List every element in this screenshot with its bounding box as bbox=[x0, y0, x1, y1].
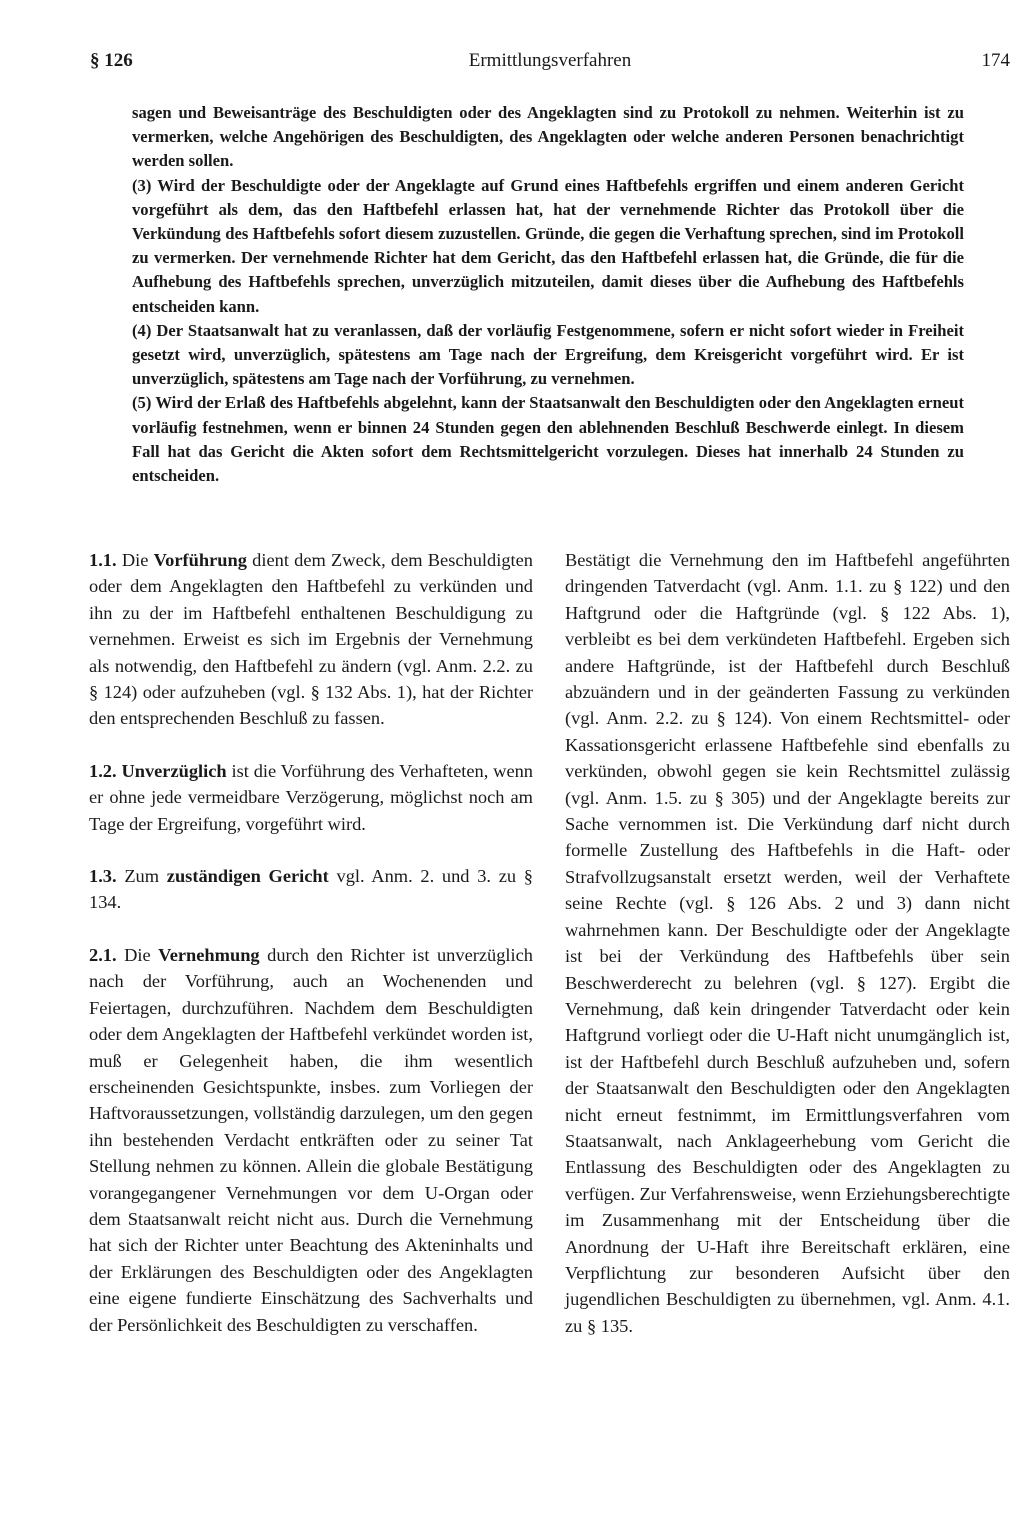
note-text: ist die Vorführung des Verhafteten, wenn er ohne jede vermeidbare Verzögerung, möglichst noch am Tage der Ergreifung, vorgeführt wird. bbox=[89, 760, 533, 834]
note-2-1-continued: Bestätigt die Vernehmung den im Haftbefehl angeführten dringenden Tatverdacht (vgl. Anm. 1.1. zu § 122) und den Haftgrund oder die Haftgründe (vgl. § 122 Abs. 1), verbleibt es bei dem verkündeten Haftbefehl. Ergeben sich andere Haftgründe, ist der Haftbefehl durch Beschluß abzuändern und in der geänderten Fassung zu verkünden (vgl. Anm. 2.2. zu § 124). Von einem Rechtsmittel- oder Kassationsgericht erlassene Haftbefehle sind ebenfalls zu verkünden, obwohl gegen sie kein Rechtsmittel zulässig (vgl. Anm. 1.5. zu § 305) und der Angeklagte bereits zur Sache vernommen ist. Die Verkündung darf nicht durch formelle Zustellung des Haftbefehls in die Haft- oder Strafvollzugsanstalt ersetzt werden, weil der Verhaftete seine Rechte (vgl. § 126 Abs. 2 und 3) dann nicht wahrnehmen kann. Der Beschuldigte oder der Angeklagte ist bei der Verkündung des Haftbefehls über sein Beschwerderecht zu belehren (vgl. § 127). Ergibt die Vernehmung, daß kein dringender Tatverdacht oder kein Haftgrund vorliegt oder die U-Haft nicht unumgänglich ist, ist der Haftbefehl durch Beschluß aufzuheben und, sofern der Staatsanwalt den Beschuldigten oder den Angeklagten nicht erneut festnimmt, im Ermittlungsverfahren vom Staatsanwalt, nach Anklageerhebung vom Gericht die Entlassung des Beschuldigten oder des Angeklagten zu verfügen. Zur Verfahrensweise, wenn Erziehungsberechtigte im Zusammenhang mit der Entscheidung über die Anordnung der U-Haft ihre Bereitschaft erklären, eine Verpflichtung zur besonderen Aufsicht über den jugendlichen Beschuldigten zu übernehmen, vgl. Anm. 4.1. zu § 135. bbox=[565, 550, 1010, 1336]
note-number: 1.1. bbox=[89, 550, 117, 570]
note-number: 2.1. bbox=[89, 944, 117, 965]
statute-text bbox=[132, 101, 964, 488]
commentary-right-column bbox=[565, 547, 1010, 1339]
statute-paragraph-4: (4) Der Staatsanwalt hat zu veranlassen, daß der vorläufig Festgenommene, sofern er nicht sofort wieder in Freiheit gesetzt wird, unverzüglich, spätestens am Tage nach der Ergreifung, dem Kreisgericht vorgeführt wird. Er ist unverzüglich, spätestens am Tage nach der Vorführung, zu vernehmen. bbox=[132, 320, 964, 389]
page-header bbox=[90, 50, 1010, 82]
statute-paragraph-3: (3) Wird der Beschuldigte oder der Angeklagte auf Grund eines Haftbefehls ergriffen und einem anderen Gericht vorgeführt als dem, das den Haftbefehl erlassen hat, hat der vernehmende Richter das Protokoll über die Verkündung des Haftbefehls sofort diesem zuzustellen. Gründe, die gegen die Verhaftung sprechen, sind im Protokoll zu vermerken. Der vernehmende Richter hat dem Gericht, das den Haftbefehl erlassen hat, die Gründe, die für die Aufhebung des Haftbefehls sprechen, unverzüglich mitzuteilen, damit dieses über die Aufhebung des Haftbefehls entscheiden kann. bbox=[132, 175, 964, 316]
note-text: vgl. Anm. 2. und 3. zu § 134. bbox=[89, 866, 534, 913]
statute-paragraph-continued: sagen und Beweisanträge des Beschuldigten oder des Angeklagten sind zu Protokoll zu nehmen. Weiterhin ist zu vermerken, welche Angehörigen des Beschuldigten, des Angeklagten oder welche anderen Personen benachrichtigt werden sollen. bbox=[132, 103, 964, 171]
note-1-3 bbox=[89, 863, 533, 916]
statute-paragraph-5: (5) Wird der Erlaß des Haftbefehls abgelehnt, kann der Staatsanwalt den Beschuldigten oder den Angeklagten erneut vorläufig festnehmen, wenn er binnen 24 Stunden gegen den ablehnenden Beschluß Beschwerde einlegt. In diesem Fall hat das Gericht die Akten sofort dem Rechtsmittelgericht vorzulegen. Dieses hat innerhalb 24 Stunden zu entscheiden. bbox=[132, 393, 964, 486]
note-text: durch den Richter ist unverzüglich nach der Vorführung, auch an Wochenenden und Feiertagen, durchzuführen. Nachdem dem Beschuldigten oder dem Angeklagten der Haftbefehl verkündet worden ist, muß er Gelegenheit haben, die ihm wesentlich erscheinenden Gesichtspunkte, insbes. zum Vorliegen der Haftvoraussetzungen, vollständig darzulegen, um den gegen ihn bestehenden Verdacht entkräften oder zu seiner Tat Stellung nehmen zu können. Allein die globale Bestätigung vorangegangener Vernehmungen vor dem U-Organ oder dem Staatsanwalt reicht nicht aus. Durch die Vernehmung hat sich der Richter unter Beachtung des Akteninhalts und der Erklärungen des Beschuldigten oder des Angeklagten eine eigene fundierte Einschätzung des Sachverhalts und der Persönlichkeit des Beschuldigten zu verschaffen. bbox=[89, 944, 533, 1335]
note-term: Vernehmung bbox=[158, 944, 260, 965]
page-number: 174 bbox=[981, 50, 1010, 71]
note-2-1 bbox=[89, 942, 533, 1338]
note-number: 1.2. bbox=[89, 760, 117, 781]
note-number: 1.3. bbox=[89, 866, 117, 887]
note-lead: Die bbox=[116, 944, 159, 965]
note-lead: Zum bbox=[116, 866, 167, 887]
note-1-2 bbox=[89, 758, 533, 837]
note-term: zuständigen Gericht bbox=[166, 866, 329, 887]
commentary-left-column bbox=[89, 547, 533, 1338]
section-marker: § 126 bbox=[90, 50, 133, 71]
running-title: Ermittlungsverfahren bbox=[468, 50, 632, 71]
note-lead: Die bbox=[116, 550, 154, 570]
note-term: Vorführung bbox=[153, 550, 247, 570]
note-1-1 bbox=[89, 547, 533, 732]
note-text: dient dem Zweck, dem Beschuldigten oder dem Angeklagten den Haftbefehl zu verkünden und ihn zu der im Haftbefehl enthaltenen Beschuldigung zu vernehmen. Erweist es sich im Ergebnis der Vernehmung als notwendig, den Haftbefehl zu ändern (vgl. Anm. 2.2. zu § 124) oder aufzuheben (vgl. § 132 Abs. 1), hat der Richter den entsprechenden Beschluß zu fassen. bbox=[89, 550, 534, 729]
note-term: Unverzüglich bbox=[121, 760, 227, 781]
